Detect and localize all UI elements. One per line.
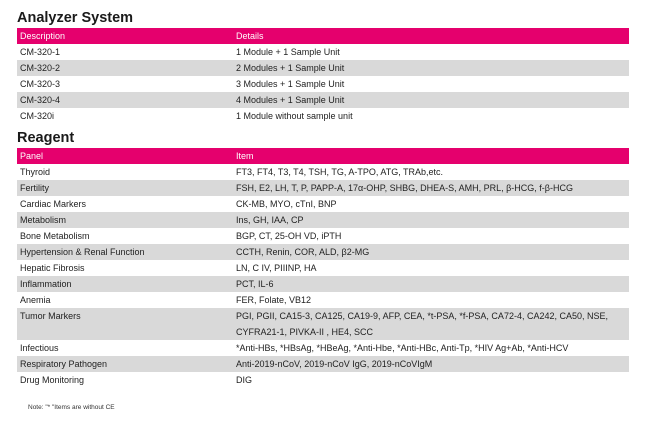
- details-cell: 4 Modules + 1 Sample Unit: [233, 92, 629, 108]
- item-cell: FT3, FT4, T3, T4, TSH, TG, A-TPO, ATG, TRAb,etc.: [236, 167, 444, 177]
- panel-cell: Metabolism: [17, 212, 233, 228]
- item-cell: Ins, GH, IAA, CP: [233, 212, 629, 228]
- panel-cell: Tumor Markers: [17, 308, 233, 340]
- item-cell: PCT, IL-6: [233, 276, 629, 292]
- table-row: [17, 276, 629, 292]
- footnote: Note: "* "Items are without CE: [28, 404, 115, 411]
- reagent-header-row: [17, 148, 629, 164]
- table-row: [17, 356, 629, 372]
- model-cell: CM-320i: [20, 111, 55, 121]
- item-cell: LN, C IV, PIIINP, HA: [236, 263, 317, 273]
- item-cell: FSH, E2, LH, T, P, PAPP-A, 17α-OHP, SHBG, DHEA-S, AMH, PRL, β-HCG, f-β-HCG: [233, 180, 629, 196]
- table-row: [17, 108, 629, 124]
- table-row: [17, 92, 629, 108]
- panel-cell: Respiratory Pathogen: [17, 356, 233, 372]
- panel-cell: Inflammation: [17, 276, 233, 292]
- panel-cell: Cardiac Markers: [20, 199, 87, 209]
- panel-cell: Fertility: [17, 180, 233, 196]
- table-row: [17, 228, 629, 244]
- table-row: [17, 244, 629, 260]
- spec-sheet: [17, 8, 629, 388]
- table-row: [17, 292, 629, 308]
- panel-cell: Bone Metabolism: [20, 231, 90, 241]
- item-cell: BGP, CT, 25-OH VD, iPTH: [236, 231, 342, 241]
- item-cell: PGI, PGII, CA15-3, CA125, CA19-9, AFP, CEA, *t-PSA, *f-PSA, CA72-4, CA242, CA50, NSE, CYFRA21-1, PIVKA-II , HE4, SCC: [233, 308, 629, 340]
- details-cell: 2 Modules + 1 Sample Unit: [233, 60, 629, 76]
- panel-cell: Thyroid: [20, 167, 51, 177]
- panel-cell: Anemia: [20, 295, 51, 305]
- panel-cell: Hepatic Fibrosis: [20, 263, 85, 273]
- table-row: [17, 60, 629, 76]
- panel-cell: Hypertension & Renal Function: [17, 244, 233, 260]
- table-row: [17, 196, 629, 212]
- item-cell: FER, Folate, VB12: [236, 295, 312, 305]
- table-row: [17, 340, 629, 356]
- analyzer-section-title: Analyzer System: [17, 10, 134, 26]
- table-row: [17, 372, 629, 388]
- item-cell: DIG: [236, 375, 253, 385]
- item-cell: CK-MB, MYO, cTnI, BNP: [236, 199, 337, 209]
- model-cell: CM-320-1: [20, 47, 61, 57]
- panel-cell: Infectious: [20, 343, 59, 353]
- panel-cell: Drug Monitoring: [20, 375, 85, 385]
- model-cell: CM-320-4: [17, 92, 233, 108]
- item-cell: CCTH, Renin, COR, ALD, β2-MG: [233, 244, 629, 260]
- table-row: [17, 212, 629, 228]
- column-header-details: Details: [233, 28, 629, 44]
- analyzer-header-row: [17, 28, 629, 44]
- item-cell: *Anti-HBs, *HBsAg, *HBeAg, *Anti-Hbe, *Anti-HBc, Anti-Tp, *HIV Ag+Ab, *Anti-HCV: [236, 343, 569, 353]
- model-cell: CM-320-3: [20, 79, 61, 89]
- item-cell: Anti-2019-nCoV, 2019-nCoV IgG, 2019-nCoVIgM: [233, 356, 629, 372]
- table-row: [17, 180, 629, 196]
- column-header-description: Description: [17, 28, 233, 44]
- details-cell: 1 Module without sample unit: [236, 111, 353, 121]
- table-row: [17, 44, 629, 60]
- table-row: [17, 260, 629, 276]
- model-cell: CM-320-2: [17, 60, 233, 76]
- details-cell: 3 Modules + 1 Sample Unit: [236, 79, 345, 89]
- analyzer-table: [17, 28, 629, 124]
- table-row: [17, 164, 629, 180]
- table-row: [17, 76, 629, 92]
- table-row: [17, 308, 629, 340]
- column-header-panel: Panel: [17, 148, 233, 164]
- details-cell: 1 Module + 1 Sample Unit: [236, 47, 340, 57]
- reagent-table: [17, 148, 629, 388]
- reagent-section-title: Reagent: [17, 130, 75, 146]
- column-header-item: Item: [233, 148, 629, 164]
